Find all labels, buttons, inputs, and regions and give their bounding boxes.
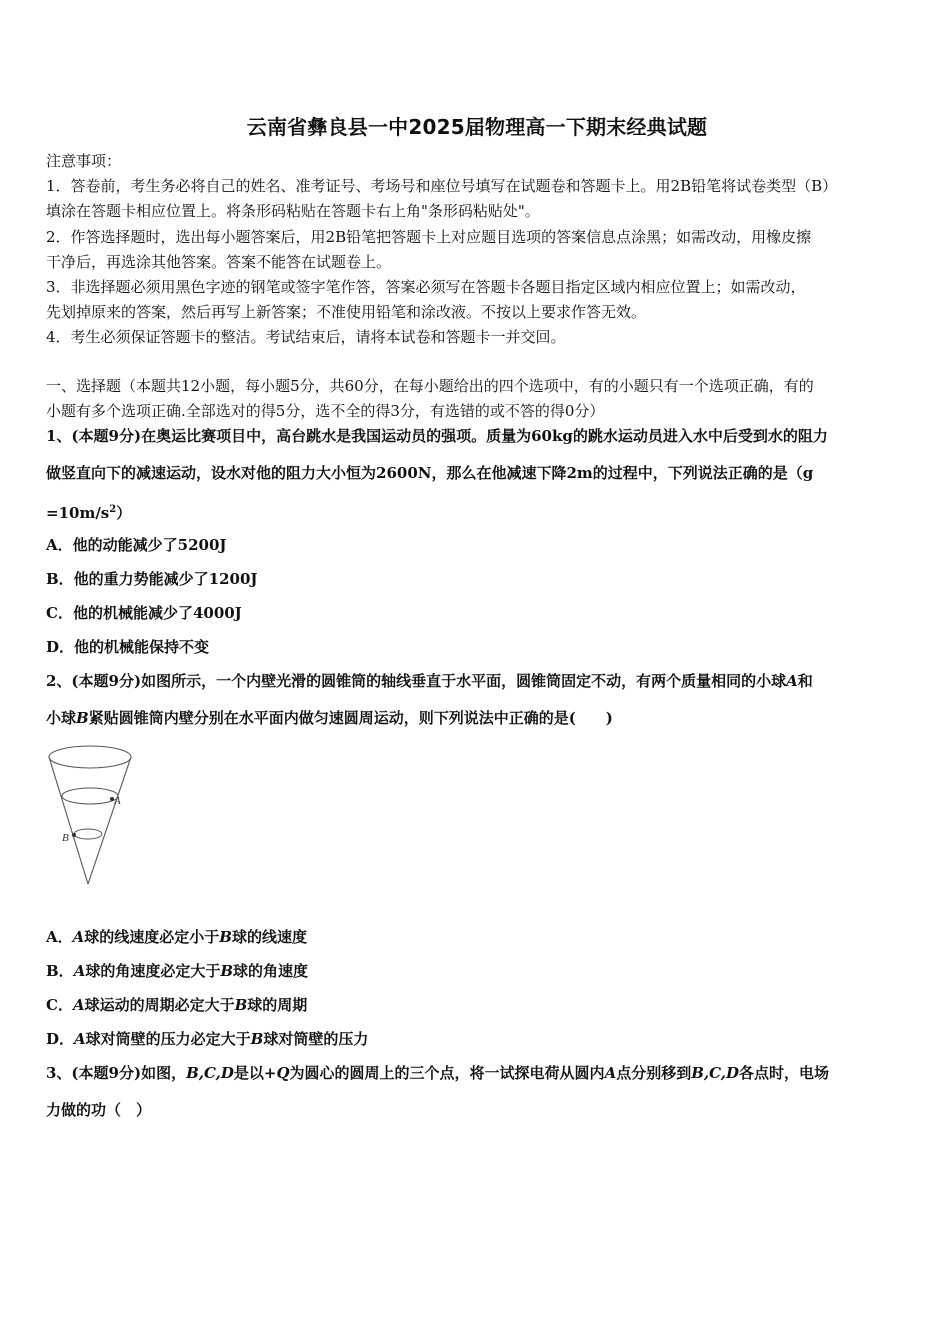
option-var: B xyxy=(234,996,248,1014)
q2-stem-text: 2、(本题9分)如图所示，一个内壁光滑的圆锥筒的轴线垂直于水平面，圆锥筒固定不动，有两个质量相同的小球 xyxy=(46,672,787,690)
q2-option-b[interactable] xyxy=(46,961,908,981)
q3-stem-text: 3、(本题9分)如图， xyxy=(46,1064,187,1082)
notice-line: 3．非选择题必须用黑色字迹的钢笔或签字笔作答，答案必须写在答题卡各题目指定区域内相应位置上；如需改动， xyxy=(46,278,806,296)
orbit-a xyxy=(62,788,118,804)
option-var: A xyxy=(73,962,86,980)
q3-stem-text: 各点时，电场 xyxy=(739,1064,830,1082)
section-intro-line: 小题有多个选项正确.全部选对的得5分，选不全的得3分，有选错的或不答的得0分） xyxy=(46,402,605,420)
option-letter: D． xyxy=(46,1030,75,1048)
option-var: A xyxy=(72,996,85,1014)
q1-option-d[interactable]: D．他的机械能保持不变 xyxy=(46,638,210,656)
option-letter: A． xyxy=(46,928,73,946)
q1-option-a[interactable]: A．他的动能减少了5200J xyxy=(46,536,227,554)
option-text: 球的线速度必定小于 xyxy=(84,928,220,946)
q2-option-a[interactable] xyxy=(46,927,908,947)
option-var: B xyxy=(220,962,234,980)
option-text: 球对筒壁的压力 xyxy=(263,1030,369,1048)
q1-stem-line: 做竖直向下的减速运动，设水对他的阻力大小恒为2600N，那么在他减速下降2m的过程中，下列说法正确的是（g xyxy=(46,464,814,482)
label-b: B xyxy=(62,832,69,844)
cone-side-left xyxy=(49,757,88,884)
q1-stem-line-3 xyxy=(46,500,908,523)
q1-stem-line: 1、(本题9分)在奥运比赛项目中，高台跳水是我国运动员的强项。质量为60kg的跳水运动员进入水中后受到水的阻力 xyxy=(46,427,828,445)
option-letter: C． xyxy=(46,996,73,1014)
q1-close-paren: ） xyxy=(116,504,132,522)
notice-line: 先划掉原来的答案，然后再写上新答案；不准使用铅笔和涂改液。不按以上要求作答无效。 xyxy=(46,303,647,321)
notice-heading: 注意事项： xyxy=(46,152,122,170)
q3-var: B,C,D xyxy=(691,1064,740,1082)
q2-var-b: B xyxy=(76,709,89,727)
option-text: 球运动的周期必定大于 xyxy=(84,996,235,1014)
q3-stem-text: 点分别移到 xyxy=(616,1064,692,1082)
cone-figure xyxy=(46,740,136,888)
q2-stem-line-2 xyxy=(46,708,908,728)
notice-line: 1．答卷前，考生务必将自己的姓名、准考证号、考场号和座位号填写在试题卷和答题卡上。用2B铅笔将试卷类型（B） xyxy=(46,177,838,195)
q3-stem-text: 是以+ xyxy=(233,1064,277,1082)
q2-var-a: A xyxy=(786,672,798,690)
q1-option-b[interactable]: B．他的重力势能减少了1200J xyxy=(46,570,258,588)
notice-line: 2．作答选择题时，选出每小题答案后，用2B铅笔把答题卡上对应题目选项的答案信息点涂黑；如需改动，用橡皮擦 xyxy=(46,228,812,246)
section-intro-line: 一、选择题（本题共12小题，每小题5分，共60分，在每小题给出的四个选项中，有的小题只有一个选项正确，有的 xyxy=(46,377,814,395)
option-text: 球的角速度 xyxy=(233,962,309,980)
option-var: A xyxy=(72,928,85,946)
q2-stem-text: 和 xyxy=(797,672,813,690)
option-letter: B． xyxy=(46,962,74,980)
option-text: 球的线速度 xyxy=(231,928,307,946)
q1-unit-exponent: 2 xyxy=(109,504,117,515)
q1-unit-text: =10m/s xyxy=(46,504,110,522)
orbit-b xyxy=(74,829,102,839)
q3-stem-text: 为圆心的圆周上的三个点，将一试探电荷从圆内 xyxy=(289,1064,605,1082)
q2-option-c[interactable] xyxy=(46,995,908,1015)
q3-var: B,C,D xyxy=(186,1064,234,1082)
q2-stem-text: 小球 xyxy=(46,709,77,727)
option-var: B xyxy=(250,1030,264,1048)
ball-b xyxy=(72,833,76,837)
label-a: A xyxy=(114,795,121,807)
option-text: 球的角速度必定大于 xyxy=(85,962,221,980)
page-title: 云南省彝良县一中2025届物理高一下期末经典试题 xyxy=(246,115,708,139)
q3-stem-line-1 xyxy=(46,1063,908,1083)
q2-stem-line-1 xyxy=(46,671,908,691)
option-var: A xyxy=(74,1030,86,1048)
option-text: 球对筒壁的压力必定大于 xyxy=(85,1030,251,1048)
q2-stem-text: 紧贴圆锥筒内壁分别在水平面内做匀速圆周运动，则下列说法中正确的是( ) xyxy=(88,709,613,727)
notice-line: 填涂在答题卡相应位置上。将条形码粘贴在答题卡右上角"条形码粘贴处"。 xyxy=(46,202,540,220)
cone-side-right xyxy=(88,757,131,884)
option-text: 球的周期 xyxy=(247,996,308,1014)
q3-var: A xyxy=(604,1064,617,1082)
q1-option-c[interactable]: C．他的机械能减少了4000J xyxy=(46,604,242,622)
q3-stem-line-2: 力做的功（ ） xyxy=(46,1101,152,1119)
q2-option-d[interactable] xyxy=(46,1029,908,1049)
notice-line: 干净后，再选涂其他答案。答案不能答在试题卷上。 xyxy=(46,253,392,271)
notice-line: 4．考生必须保证答题卡的整洁。考试结束后，请将本试卷和答题卡一并交回。 xyxy=(46,328,566,346)
cone-rim xyxy=(49,746,131,768)
q3-var: Q xyxy=(276,1064,290,1082)
option-var: B xyxy=(219,928,232,946)
